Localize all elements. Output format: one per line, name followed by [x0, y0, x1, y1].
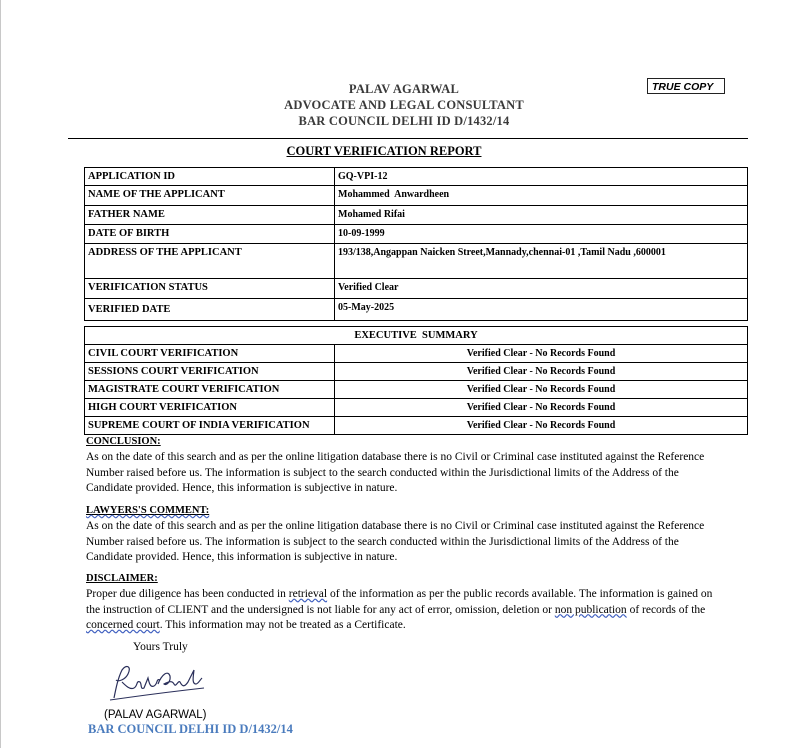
disclaimer-fragment: of the information as per the public records available. The information is gained on	[327, 588, 713, 600]
verification-status-value: Verified Clear	[335, 279, 748, 299]
summary-label: MAGISTRATE COURT VERIFICATION	[85, 381, 335, 399]
advocate-name: PALAV AGARWAL	[348, 82, 460, 96]
summary-result: Verified Clear - No Records Found	[335, 345, 748, 363]
signature-image	[108, 660, 208, 704]
verification-status-label: VERIFICATION STATUS	[85, 279, 335, 299]
disclaimer-line	[86, 618, 746, 634]
verified-date-value: 05-May-2025	[335, 299, 748, 321]
disclaimer-fragment: . This information may not be treated as a Certificate.	[159, 619, 406, 631]
summary-result: Verified Clear - No Records Found	[335, 399, 748, 417]
lawyers-comment-title	[86, 505, 209, 516]
table-row	[85, 225, 748, 244]
verified-date-label: VERIFIED DATE	[85, 299, 335, 321]
table-row	[85, 168, 748, 186]
summary-result: Verified Clear - No Records Found	[335, 417, 748, 435]
summary-result: Verified Clear - No Records Found	[335, 381, 748, 399]
applicant-name-label: NAME OF THE APPLICANT	[85, 186, 335, 206]
father-name-label: FATHER NAME	[85, 206, 335, 225]
report-title: COURT VERIFICATION REPORT	[286, 144, 482, 158]
table-row	[85, 186, 748, 206]
disclaimer-title: DISCLAIMER:	[86, 573, 158, 584]
summary-result: Verified Clear - No Records Found	[335, 363, 748, 381]
comment-line: Number raised before us. The information is subject to the search conducted within the Jurisdictional limits of the Address of the	[86, 535, 679, 548]
table-row	[85, 299, 748, 321]
table-row	[85, 363, 748, 381]
disclaimer-fragment: of records of the	[626, 603, 706, 616]
dob-value: 10-09-1999	[335, 225, 748, 244]
conclusion-line: As on the date of this search and as per the online litigation database there is no Civil or Criminal case instituted against the Reference	[86, 451, 705, 463]
comment-line: Candidate provided. Hence, this information is subjective in nature.	[86, 551, 398, 563]
conclusion-line: Candidate provided. Hence, this information is subjective in nature.	[86, 482, 398, 494]
page-edge	[0, 0, 1, 748]
summary-label: SESSIONS COURT VERIFICATION	[85, 363, 335, 381]
header-divider	[68, 138, 748, 139]
conclusion-line: Number raised before us. The information is subject to the search conducted within the Jurisdictional limits of the Address of the	[86, 466, 679, 479]
disclaimer-line	[86, 603, 746, 619]
applicant-details-table	[84, 167, 748, 321]
table-row	[85, 417, 748, 435]
advocate-designation: ADVOCATE AND LEGAL CONSULTANT	[284, 98, 524, 112]
disclaimer-text	[86, 587, 746, 634]
executive-summary-title: EXECUTIVE SUMMARY	[85, 327, 748, 345]
closing-salutation: Yours Truly	[133, 641, 188, 653]
table-row	[85, 244, 748, 279]
address-label: ADDRESS OF THE APPLICANT	[85, 244, 335, 279]
disclaimer-line	[86, 587, 746, 603]
summary-label: HIGH COURT VERIFICATION	[85, 399, 335, 417]
bar-council-id: BAR COUNCIL DELHI ID D/1432/14	[298, 114, 510, 128]
conclusion-title: CONCLUSION:	[86, 436, 161, 447]
table-row	[85, 327, 748, 345]
application-id-value: GQ-VPI-12	[335, 168, 748, 186]
table-row	[85, 381, 748, 399]
summary-label: SUPREME COURT OF INDIA VERIFICATION	[85, 417, 335, 435]
father-name-value: Mohamed Rifai	[335, 206, 748, 225]
lawyers-comment-text	[86, 519, 746, 566]
address-value: 193/138,Angappan Naicken Street,Mannady,chennai-01 ,Tamil Nadu ,600001	[335, 244, 748, 279]
lawyers-comment-title-text: LAWYERS'S COMMENT:	[86, 505, 210, 516]
dob-label: DATE OF BIRTH	[85, 225, 335, 244]
table-row	[85, 279, 748, 299]
table-row	[85, 399, 748, 417]
summary-label: CIVIL COURT VERIFICATION	[85, 345, 335, 363]
footer-bar-council-id: BAR COUNCIL DELHI ID D/1432/14	[88, 722, 293, 736]
application-id-label: APPLICATION ID	[85, 168, 335, 186]
disclaimer-fragment: the instruction of CLIENT and the undersigned is not liable for any act of error, omission, deletion or	[86, 603, 555, 616]
true-copy-stamp: TRUE COPY	[647, 78, 725, 94]
disclaimer-fragment: Proper due diligence has been conducted in	[86, 588, 289, 600]
conclusion-text	[86, 450, 746, 497]
comment-line: As on the date of this search and as per the online litigation database there is no Civil or Criminal case instituted against the Reference	[86, 520, 705, 532]
applicant-name-value: Mohammed Anwardheen	[335, 186, 748, 206]
disclaimer-fragment: non publication	[554, 603, 627, 616]
executive-summary-table	[84, 326, 748, 435]
table-row	[85, 345, 748, 363]
disclaimer-fragment: retrieval	[288, 588, 328, 600]
signatory-name: (PALAV AGARWAL)	[104, 709, 207, 721]
table-row	[85, 206, 748, 225]
disclaimer-fragment: concerned court	[86, 619, 160, 631]
